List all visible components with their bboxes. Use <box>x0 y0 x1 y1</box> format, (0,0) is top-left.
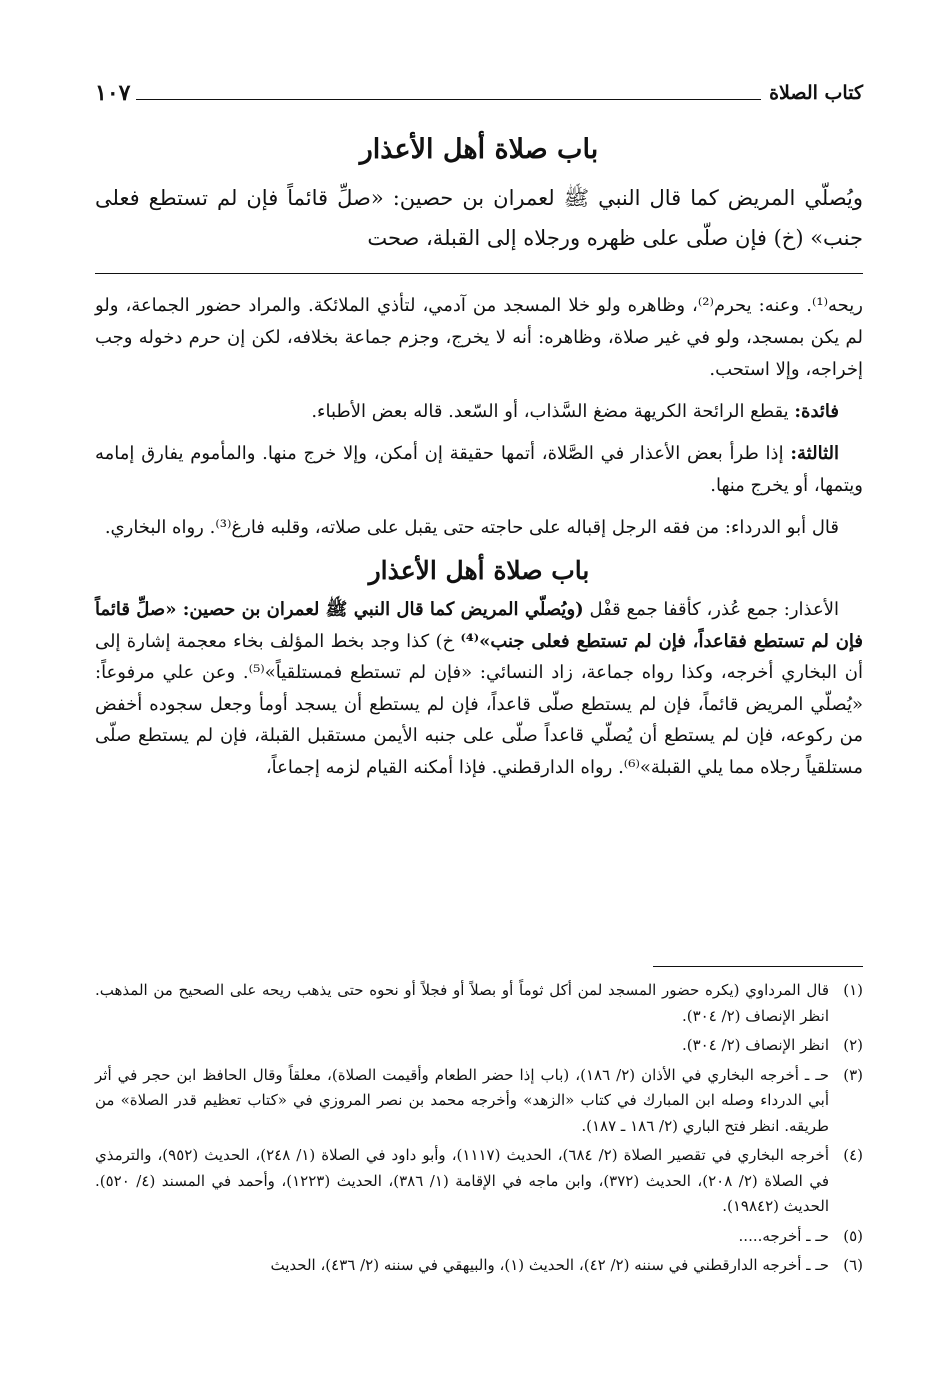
matn-text: ويُصلّي المريض كما قال النبي ﷺ لعمران بن حصين: «صلِّ قائماً فإن لم تستطع فعلى جنب» (خ) فإن صلّى على ظهره ورجلاه إلى القبلة، صحت <box>95 186 863 250</box>
book-page <box>95 58 863 1358</box>
footnote-text: حـ ـ أخرجه..... <box>738 1226 829 1245</box>
footnote-number: (٣) <box>843 1065 863 1084</box>
excuses-explanation: خ) كذا وجد بخط المؤلف بخاء معجمة إشارة إلى أن البخاري أخرجه، وكذا رواه جماعة، زاد النسائي: «فإن لم تستطع فمستلقياً»⁽⁵⁾. وعن علي مرفوعاً: «يُصلّي المريض قائماً، فإن لم يستطع صلّى قاعداً، فإن لم يستطع أن يسجد أومأ وجعل سجوده أخفض من ركوعه، فإن لم يستطع أن يُصلّي قاعداً صلّى على جنبه الأيمن مستقبل القبلة، فإن لم يستطع صلّى مستلقياً رجلاه مما يلي القبلة»⁽⁶⁾. رواه الدارقطني. فإذا أمكنه القيام لزمه إجماعاً، <box>95 630 864 778</box>
matn-separator-rule <box>95 273 863 274</box>
footnote <box>95 1033 863 1059</box>
commentary-paragraph: ريحه⁽¹⁾. وعنه: يحرم⁽²⁾، وظاهره ولو خلا المسجد من آدمي، لتأذي الملائكة. والمراد حضور الجماعة، ولو لم يكن بمسجد، ولو في غير صلاة، وظاهره: أنه لا يخرج، وجزم جماعة بخلافه، لكن إن حرم دخوله وجب إخراجه، وإلا استحب. <box>95 295 863 380</box>
commentary-paragraph-excuses <box>95 594 863 783</box>
matn-chapter-heading: باب صلاة أهل الأعذار <box>359 134 599 165</box>
footnote-number: (٢) <box>843 1036 863 1054</box>
footnote-number: (٦) <box>843 1256 863 1274</box>
footnote-separator-rule <box>653 966 863 967</box>
commentary-paragraph-abu-darda: قال أبو الدرداء: من فقه الرجل إقباله على حاجته حتى يقبل على صلاته، وقلبه فارغ⁽³⁾. رواه البخاري. <box>104 517 839 538</box>
benefit-label: فائدة: <box>794 401 839 422</box>
excuses-definition: الأعذار: جمع عُذر، كأقفا جمع قفْل <box>589 599 840 620</box>
header-rule <box>136 99 761 100</box>
third-label: الثالثة: <box>790 443 839 464</box>
commentary-chapter-heading: باب صلاة أهل الأعذار <box>368 556 590 585</box>
footnote <box>95 1063 863 1140</box>
footnote <box>95 978 863 1029</box>
footnote-text: انظر الإنصاف (٢/ ٣٠٤). <box>681 1036 829 1054</box>
footnote <box>95 1253 863 1279</box>
commentary-paragraph-benefit <box>95 396 863 428</box>
footnote-text: حـ ـ أخرجه البخاري في الأذان (٢/ ١٨٦)، (باب إذا حضر الطعام وأقيمت الصلاة)، معلقاً وقال الحافظ ابن حجر في أثر أبي الدرداء وصله ابن المبارك في كتاب «الزهد» وأخرجه محمد بن نصر المروزي في «كتاب تعظيم قدر الصلاة» من طريقه. انظر فتح الباري (٢/ ١٨٦ ـ ١٨٧). <box>95 1065 830 1135</box>
footnote <box>95 1224 863 1250</box>
commentary <box>95 290 863 783</box>
running-header <box>95 70 863 104</box>
commentary-paragraph-third <box>95 438 863 502</box>
footnote-text: حـ ـ أخرجه الدارقطني في سننه (٢/ ٤٢)، الحديث (١)، والبيهقي في سننه (٢/ ٤٣٦)، الحديث <box>270 1256 829 1274</box>
page-number: ١٠٧ <box>95 80 131 106</box>
running-header-title: كتاب الصلاة <box>769 82 863 104</box>
footnote-number: (١) <box>843 981 863 999</box>
footnote-text: قال المرداوي (يكره حضور المسجد لمن أكل ثوماً أو بصلاً أو فجلاً أو نحوه حتى يذهب ريحه على الصحيح من المذهب. انظر الإنصاف (٢/ ٣٠٤). <box>95 981 829 1025</box>
footnotes <box>95 978 863 1283</box>
footnote-number: (٥) <box>843 1226 863 1245</box>
third-text: إذا طرأ بعض الأعذار في الصَّلاة، أتمها حقيقة إن أمكن، وإلا خرج منها. والمأموم يفارق إمامه ويتمها، أو يخرج منها. <box>95 443 863 496</box>
excuses-matn-quote: (ويُصلّي المريض كما قال النبي ﷺ لعمران بن حصين: «صلِّ قائماً فإن لم تستطع فقاعداً، فإن لم تستطع فعلى جنب»⁽⁴⁾ <box>95 599 863 652</box>
footnote <box>95 1143 863 1220</box>
footnote-text: أخرجه البخاري في تقصير الصلاة (٢/ ٦٨٤)، الحديث (١١١٧)، وأبو داود في الصلاة (١/ ٢٤٨)، الحديث (٩٥٢)، والترمذي في الصلاة (٢/ ٢٠٨)، الحديث (٣٧٢)، وابن ماجه في الإقامة (١/ ٣٨٦)، الحديث (١٢٢٣)، وأحمد في المسند (٤/ ٥٢٠). الحديث (١٩٨٤٢). <box>95 1146 830 1215</box>
benefit-text: يقطع الرائحة الكريهة مضغ السَّذاب، أو السّعد. قاله بعض الأطباء. <box>311 401 789 422</box>
footnote-number: (٤) <box>843 1146 863 1164</box>
